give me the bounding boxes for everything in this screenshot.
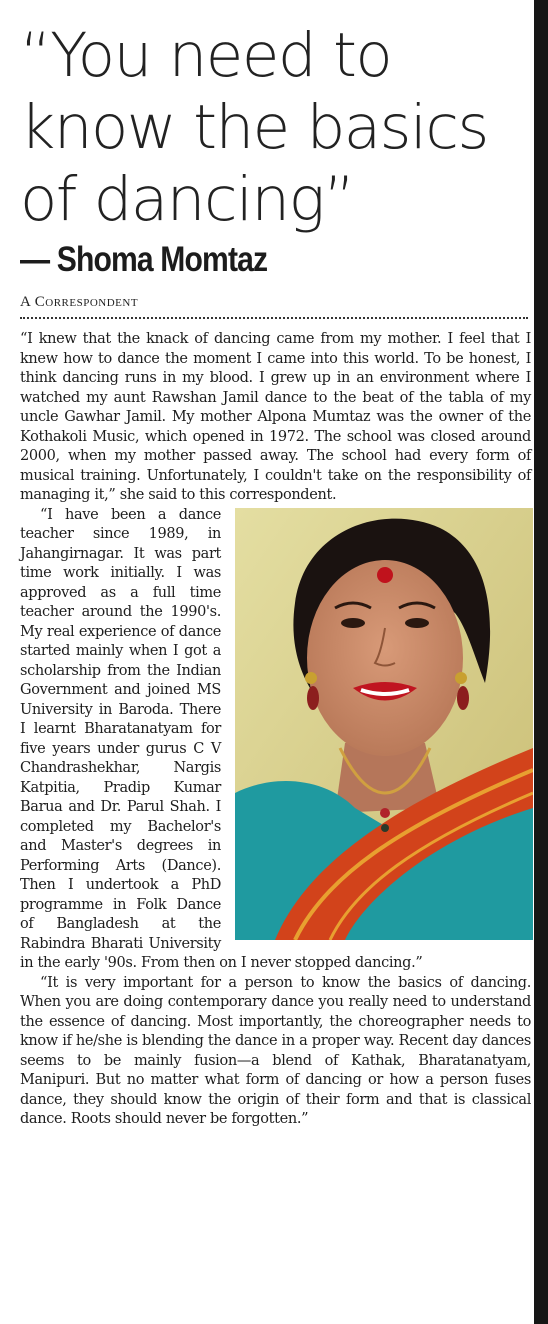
paragraph-3: “It is very important for a person to know the basics of dancing. When you are doing contemporary dance you really need to understand the essence of dancing. Most importantly, the choreographer needs to know if he/she is blending the dance in a proper way. Recent day dances seems to be mainly fusion—a blend of Kathak, Bharatanatyam, Manipuri. But no matter what form of dancing or how a person fuses dance, they should know the origin of their form and that is classical dance. Roots should never be forgotten.” (20, 974, 531, 1127)
article-body (20, 330, 531, 1130)
article (20, 0, 531, 1130)
headline: “You need to know the basics of dancing” (20, 20, 488, 235)
portrait-photo (235, 508, 533, 940)
paragraph-2: “I have been a dance teacher since 1989, in Jahangirnagar. It was part time work initially. I was approved as a full time teacher around the 1990's. My real experience of dance started mainly when I got a scholarship from the Indian Government and joined MS University in Baroda. There I learnt Bharatanatyam for five years under gurus C V Chandrashekhar, Nargis Katpitia, Pradip Kumar Barua and Dr. Parul Shah. I completed my Bachelor's and Master's degrees in Performing Arts (Dance). Then I undertook a PhD programme in Folk Dance of Bangladesh at the Rabindra Bharati University in the early '90s. From then on I never stopped dancing.” (20, 506, 423, 971)
paragraph-1: “I knew that the knack of dancing came from my mother. I feel that I knew how to dance the moment I came into this world. To be honest, I think dancing runs in my blood. I grew up in an environment where I watched my aunt Rawshan Jamil dance to the beat of the tabla of my uncle Gawhar Jamil. My mother Alpona Mumtaz was the owner of the Kothakoli Music, which opened in 1972. The school was closed around 2000, when my mother passed away. The school had every form of musical training. Unfortunately, I couldn't take on the responsibility of managing it,” she said to this correspondent. (20, 331, 531, 503)
byline-name: — Shoma Momtaz (20, 240, 268, 279)
dotted-divider (20, 317, 528, 319)
correspondent-credit: A Correspondent (20, 294, 139, 310)
page-edge-shadow (534, 0, 548, 1324)
